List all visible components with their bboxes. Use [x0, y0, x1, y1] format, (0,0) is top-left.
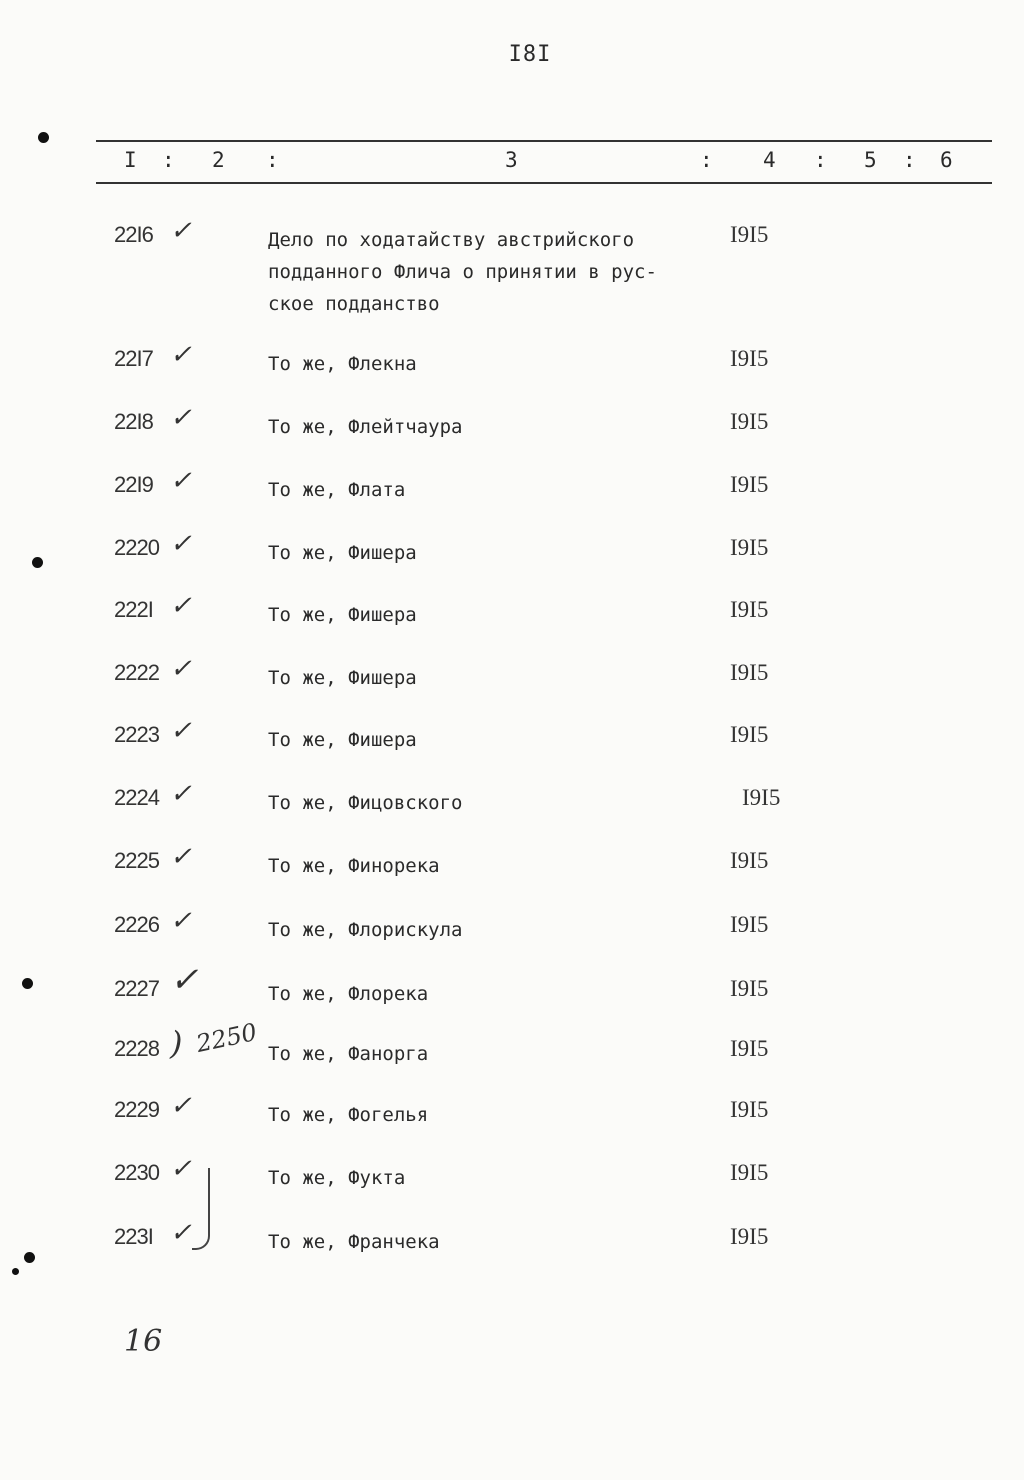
item-number: 22I6: [114, 222, 153, 247]
item-description: То же, Фанорга: [268, 1043, 429, 1065]
punch-hole-dot-icon: [12, 1268, 19, 1275]
table-row: [0, 654, 1024, 700]
item-description: То же, Флекна: [268, 353, 417, 375]
check-mark-icon: ✓: [170, 216, 192, 246]
table-header-top-rule: [96, 140, 992, 142]
item-number: 223I: [114, 1224, 153, 1249]
item-year: I9I5: [730, 1160, 769, 1185]
item-description: То же, Фишера: [268, 604, 417, 626]
table-row: [0, 1017, 1024, 1076]
check-mark-icon: ✓: [170, 1091, 192, 1121]
column-header-6: 6: [940, 148, 953, 172]
table-row: [0, 716, 1024, 762]
handwritten-cross-reference: 2250: [193, 1017, 260, 1059]
check-mark-icon: ✓: [170, 403, 192, 433]
check-mark-icon: ✓: [170, 716, 192, 746]
table-row: [0, 1091, 1024, 1137]
item-number: 2227: [114, 976, 159, 1001]
item-number: 22I8: [114, 409, 153, 434]
column-separator: :: [814, 148, 827, 172]
item-number: 2229: [114, 1097, 159, 1122]
item-description: То же, Флата: [268, 479, 406, 501]
item-number: 2226: [114, 912, 159, 937]
table-row: [0, 779, 1024, 825]
item-year: I9I5: [730, 722, 769, 747]
column-separator: :: [162, 148, 175, 172]
table-row: [0, 466, 1024, 512]
check-mark-icon: ✓: [170, 529, 192, 559]
column-header-3: 3: [505, 148, 518, 172]
item-number: 2220: [114, 535, 159, 560]
item-description: То же, Франчека: [268, 1231, 440, 1253]
item-description: То же, Фишера: [268, 667, 417, 689]
item-year: I9I5: [730, 472, 769, 497]
check-mark-icon: ✓: [170, 906, 192, 936]
check-mark-icon: ✓: [170, 1218, 192, 1248]
table-row: [0, 1154, 1024, 1200]
column-separator: :: [266, 148, 279, 172]
item-number: 2230: [114, 1160, 159, 1185]
item-year: I9I5: [730, 912, 769, 937]
table-row: [0, 529, 1024, 575]
check-mark-icon: ✓: [170, 842, 192, 872]
item-description: То же, Флорека: [268, 983, 429, 1005]
item-number: 2225: [114, 848, 159, 873]
table-row: [0, 403, 1024, 449]
item-description: То же, Фогелья: [268, 1104, 429, 1126]
table-row: [0, 842, 1024, 888]
punch-hole-dot-icon: [32, 557, 43, 568]
punch-hole-dot-icon: [24, 1252, 35, 1263]
item-description: То же, Фукта: [268, 1167, 406, 1189]
item-number: 2223: [114, 722, 159, 747]
check-mark-icon: ✓: [170, 340, 192, 370]
item-year: I9I5: [730, 1036, 769, 1061]
table-row: [0, 216, 1024, 315]
item-number: 22I7: [114, 346, 153, 371]
table-row: [0, 906, 1024, 952]
item-number: 2224: [114, 785, 159, 810]
item-year: I9I5: [730, 409, 769, 434]
table-row: [0, 1218, 1024, 1264]
punch-hole-dot-icon: [22, 978, 33, 989]
check-mark-icon: ✓: [170, 654, 192, 684]
item-year: I9I5: [730, 976, 769, 1001]
item-year: I9I5: [730, 346, 769, 371]
check-mark-icon: ✓: [170, 466, 192, 496]
item-year: I9I5: [730, 660, 769, 685]
check-mark-icon: ✓: [170, 1154, 192, 1184]
page-number: I8I: [508, 42, 552, 67]
item-description: То же, Фишера: [268, 542, 417, 564]
column-separator: :: [903, 148, 916, 172]
item-description: То же, Финорека: [268, 855, 440, 877]
item-description: То же, Фицовского: [268, 792, 463, 814]
item-year: I9I5: [730, 222, 769, 247]
punch-hole-dot-icon: [38, 132, 49, 143]
item-number: 22I9: [114, 472, 153, 497]
item-description: То же, Флейтчаура: [268, 416, 463, 438]
table-row: [0, 960, 1024, 1016]
check-mark-icon: ✓: [170, 960, 199, 1000]
item-description: То же, Фишера: [268, 729, 417, 751]
handwritten-page-note: 16: [124, 1324, 163, 1359]
item-description: Дело по ходатайству австрийского подданного Флича о принятии в рус- ское подданство: [268, 229, 657, 315]
bracket-mark-icon: ): [170, 1024, 183, 1062]
column-header-4: 4: [763, 148, 776, 172]
item-number: 2222: [114, 660, 159, 685]
check-mark-icon: ✓: [170, 591, 192, 621]
item-year: I9I5: [730, 597, 769, 622]
item-year: I9I5: [730, 848, 769, 873]
column-header-1: I: [124, 148, 137, 172]
item-number: 222I: [114, 597, 153, 622]
column-header-2: 2: [212, 148, 225, 172]
item-year: I9I5: [742, 785, 781, 810]
item-description: То же, Флорискула: [268, 919, 463, 941]
check-mark-icon: ✓: [170, 779, 192, 809]
table-row: [0, 340, 1024, 386]
column-separator: :: [700, 148, 713, 172]
table-header-bottom-rule: [96, 182, 992, 184]
column-header-5: 5: [864, 148, 877, 172]
item-year: I9I5: [730, 535, 769, 560]
table-row: [0, 591, 1024, 637]
item-number: 2228: [114, 1036, 159, 1061]
item-year: I9I5: [730, 1097, 769, 1122]
item-year: I9I5: [730, 1224, 769, 1249]
handwritten-bracket-icon: [192, 1168, 210, 1250]
